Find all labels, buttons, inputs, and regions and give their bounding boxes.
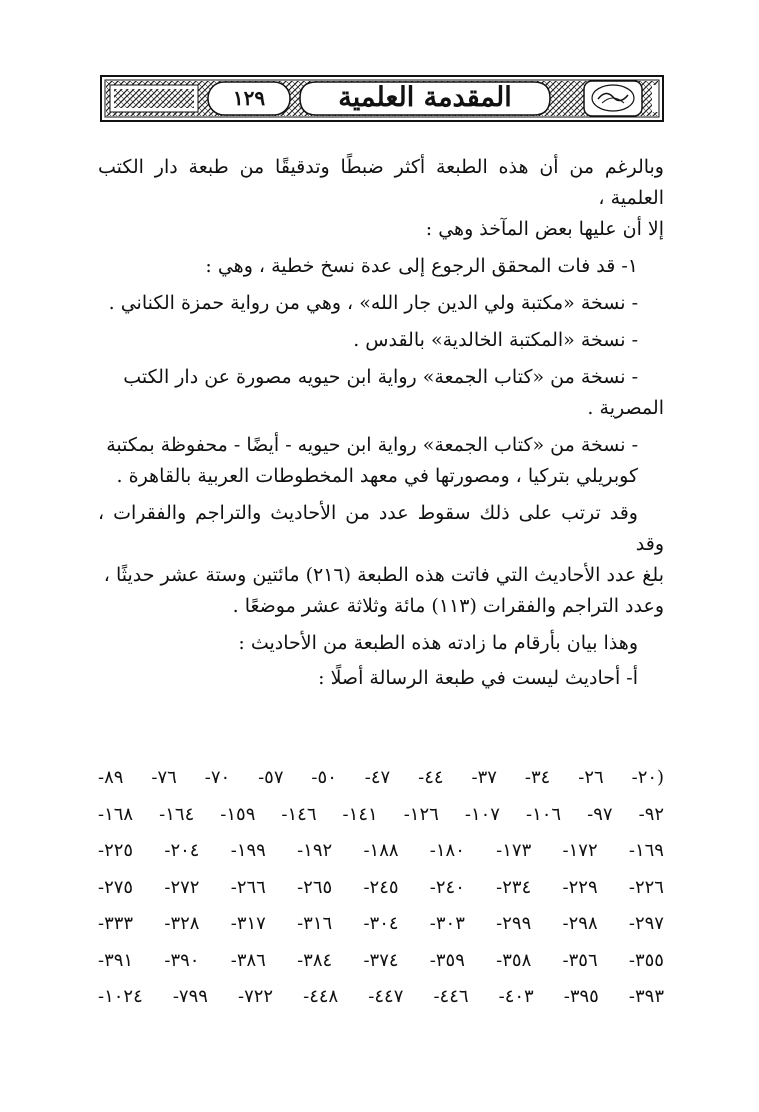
bullet-3-line-2: المصرية . <box>587 397 664 419</box>
bullet-2: - نسخة «المكتبة الخالدية» بالقدس . <box>353 329 638 351</box>
para2-line-2: بلغ عدد الأحاديث التي فاتت هذه الطبعة (٢١٦) مائتين وستة عشر حديثًا ، <box>103 564 664 586</box>
intro-line-2: إلا أن عليها بعض المآخذ وهي : <box>425 218 664 240</box>
quran-emblem-icon <box>588 81 638 115</box>
bullet-4-line-1: - نسخة من «كتاب الجمعة» رواية ابن حيويه - أيضًا - محفوظة بمكتبة <box>106 434 638 456</box>
bullet-3 <box>98 362 664 424</box>
page-number: ١٢٩ <box>232 86 266 110</box>
number-line: ٩٢- ٩٧- ١٠٦- ١٠٧- ١٢٦- ١٤١- ١٤٦- ١٥٩- ١٦٤- ١٦٨- <box>98 803 665 825</box>
number-line: (٢٠- ٢٦- ٣٤- ٣٧- ٤٤- ٤٧- ٥٠- ٥٧- ٧٠- ٧٦- ٨٩- <box>98 767 665 788</box>
bullet-1: - نسخة «مكتبة ولي الدين جار الله» ، وهي من رواية حمزة الكناني . <box>108 292 638 314</box>
bullet-3-line-1: - نسخة من «كتاب الجمعة» رواية ابن حيويه مصورة عن دار الكتب <box>123 366 638 388</box>
paragraph-missing <box>98 498 664 622</box>
paragraph-intro <box>98 152 664 245</box>
number-line: ٢٩٧- ٢٩٨- ٢٩٩- ٣٠٣- ٣٠٤- ٣١٦- ٣١٧- ٣٢٨- ٣٣٣- <box>98 913 664 934</box>
page-body <box>98 152 664 694</box>
number-line: ٣٩٣- ٣٩٥- ٤٠٣- ٤٤٦- ٤٤٧- ٤٤٨- ٧٢٢- ٧٩٩- ١٠٢٤- <box>98 986 665 1007</box>
section-a-heading: أ- أحاديث ليست في طبعة الرسالة أصلًا : <box>318 667 638 689</box>
para2-line-3: وعدد التراجم والفقرات (١١٣) مائة وثلاثة عشر موضعًا . <box>232 595 664 617</box>
intro-line-1: وبالرغم من أن هذه الطبعة أكثر ضبطًا وتدقيقًا من طبعة دار الكتب العلمية ، <box>98 156 664 209</box>
item-1: ١- قد فات المحقق الرجوع إلى عدة نسخ خطية ، وهي : <box>205 255 638 277</box>
paragraph-list-intro: وهذا بيان بأرقام ما زادته هذه الطبعة من الأحاديث : <box>238 632 638 654</box>
hadith-number-list <box>98 760 664 1016</box>
number-line: ١٦٩- ١٧٢- ١٧٣- ١٨٠- ١٨٨- ١٩٢- ١٩٩- ٢٠٤- ٢٢٥- <box>98 840 664 861</box>
page-header <box>100 75 664 122</box>
page-title: المقدمة العلمية <box>338 82 512 113</box>
bullet-4 <box>98 430 664 492</box>
number-line: ٢٢٦- ٢٢٩- ٢٣٤- ٢٤٠- ٢٤٥- ٢٦٥- ٢٦٦- ٢٧٢- ٢٧٥- <box>98 876 664 898</box>
bullet-4-line-2: كوبريلي بتركيا ، ومصورتها في معهد المخطوطات العربية بالقاهرة . <box>116 465 638 487</box>
para2-line-1: وقد ترتب على ذلك سقوط عدد من الأحاديث والتراجم والفقرات ، وقد <box>98 502 664 555</box>
number-line: ٣٥٥- ٣٥٦- ٣٥٨- ٣٥٩- ٣٧٤- ٣٨٤- ٣٨٦- ٣٩٠- ٣٩١- <box>98 949 664 971</box>
